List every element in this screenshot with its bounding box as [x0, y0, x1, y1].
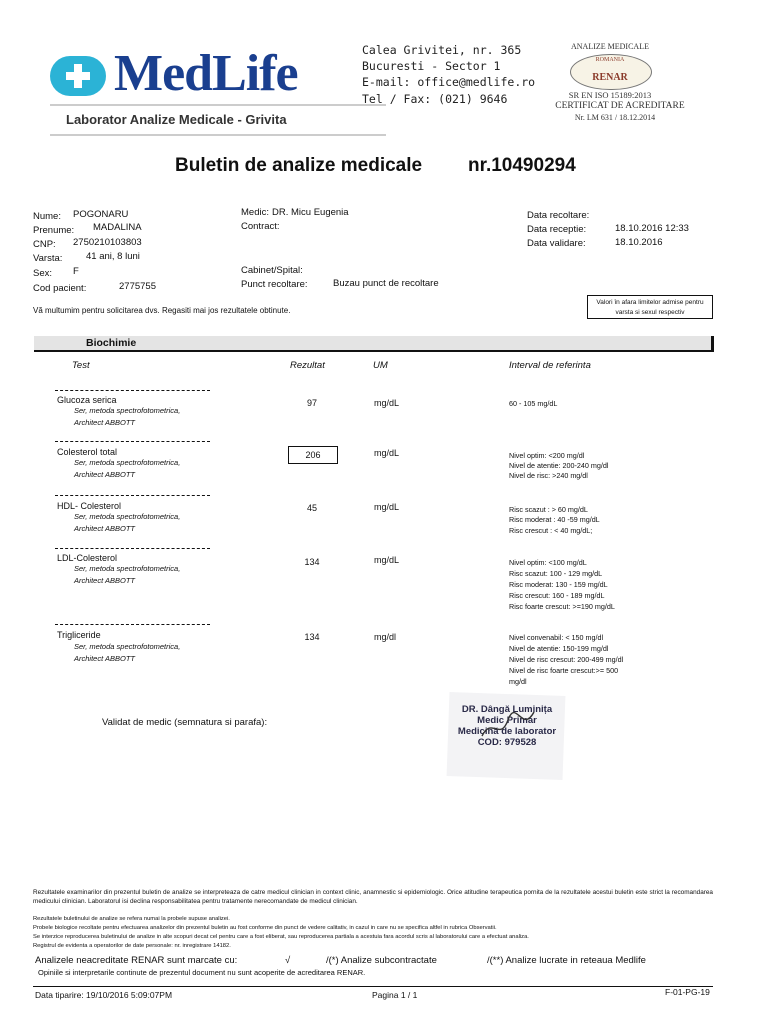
stamp-line: Medic Primar — [477, 715, 537, 726]
address-line: E-mail: office@medlife.ro — [362, 75, 536, 89]
sex-label: Sex: — [33, 268, 53, 279]
punct-label: Punct recoltare: — [241, 279, 308, 290]
cnp-label: CNP: — [33, 239, 56, 250]
address-line: Tel / Fax: (021) 9646 — [362, 92, 508, 106]
row-separator — [55, 624, 210, 625]
opinions-note: Opiniile si interpretarile continute de prezentul document nu sunt acoperite de acreditarea RENAR. — [38, 968, 366, 977]
cnp-value: 2750210103803 — [73, 237, 142, 248]
cod-value: 2775755 — [119, 281, 156, 292]
test-ref: Risc scazut: 100 - 129 mg/dL — [509, 569, 603, 578]
prenume-value: MADALINA — [93, 222, 142, 233]
test-ref: 60 - 105 mg/dL — [509, 399, 558, 408]
test-name: LDL-Colesterol — [57, 553, 118, 563]
cod-label: Cod pacient: — [33, 283, 87, 294]
network-note: /(**) Analize lucrate in reteaua Medlife — [487, 955, 646, 966]
renar-certificate: CERTIFICAT DE ACREDITARE — [555, 101, 685, 111]
renar-note: Analizele neacreditate RENAR sunt marcate cu: — [35, 955, 238, 966]
form-code: F-01-PG-19 — [665, 987, 710, 997]
test-method: Ser, metoda spectrofotometrica, — [74, 406, 181, 415]
row-separator — [55, 548, 210, 549]
varsta-value: 41 ani, 8 luni — [86, 251, 140, 262]
test-ref: Nivel convenabil: < 150 mg/dl — [509, 633, 604, 642]
data-receptie-label: Data receptie: — [527, 224, 587, 235]
test-method: Ser, metoda spectrofotometrica, — [74, 642, 181, 651]
test-name: Trigliceride — [57, 630, 101, 640]
disclaimer-line: Registrul de evidenta a operatorilor de date personale: nr. inregistrare 14182. — [33, 943, 231, 949]
print-date: Data tiparire: 19/10/2016 5:09:07PM — [35, 990, 173, 1000]
sex-value: F — [73, 266, 79, 277]
col-interval: Interval de referinta — [509, 360, 591, 371]
test-method: Ser, metoda spectrofotometrica, — [74, 512, 181, 521]
stamp-line: COD: 979528 — [477, 737, 537, 748]
test-method: Ser, metoda spectrofotometrica, — [74, 458, 181, 467]
address-line: Calea Grivitei, nr. 365 — [362, 43, 522, 57]
disclaimer-line: Rezultatele buletinului de analize se refera numai la probele supuse analizei. — [33, 916, 230, 922]
brand-logo: MedLife — [114, 45, 298, 102]
data-recoltare-label: Data recoltare: — [527, 210, 590, 221]
test-method: Architect ABBOTT — [74, 470, 135, 479]
stamp-line: Medicină de laborator — [457, 726, 557, 737]
contract-label: Contract: — [241, 221, 280, 232]
test-ref: Nivel optim: <100 mg/dL — [509, 558, 587, 567]
page-title: Buletin de analize medicale — [175, 155, 423, 176]
test-result-flagged: 206 — [288, 446, 338, 464]
test-method: Architect ABBOTT — [74, 418, 135, 427]
prenume-label: Prenume: — [33, 225, 75, 236]
test-method: Architect ABBOTT — [74, 524, 135, 533]
test-name: Glucoza serica — [57, 395, 117, 405]
out-of-range-note: Valori în afara limitelor admise pentru varsta si sexul respectiv — [587, 295, 713, 319]
medlife-cross-icon — [50, 56, 106, 96]
test-ref: Risc scazut : > 60 mg/dL — [509, 505, 588, 514]
data-validare-label: Data validare: — [527, 238, 586, 249]
disclaimer-line: Se interzice reproducerea buletinului de analize in alte scopuri decat cel pentru care a fost eliberat, sau reproducerea partiala a acestuia fara acordul scris al laboratorului care a efectuat analiza. — [33, 934, 529, 940]
test-method: Ser, metoda spectrofotometrica, — [74, 564, 181, 573]
nume-label: Nume: — [33, 211, 61, 222]
disclaimer-line: Probele biologice recoltate pentru efectuarea analizelor din prezentul buletin au fost conforme din punct de vedere calitativ, in cazul in care nu se specifica altfel in rubrica Observatii. — [33, 925, 497, 931]
test-name: Colesterol total — [57, 447, 118, 457]
test-ref: Nivel de atentie: 150-199 mg/dl — [509, 644, 609, 653]
renar-badge-bottom: RENAR — [592, 72, 628, 83]
test-um: mg/dL — [374, 398, 400, 408]
row-separator — [55, 441, 210, 442]
test-ref: Nivel de risc foarte crescut:>= 500 — [509, 666, 619, 675]
data-receptie-value: 18.10.2016 12:33 — [615, 223, 689, 234]
test-result: 97 — [306, 398, 317, 408]
thanks-text: Vă multumim pentru solicitarea dvs. Regasiti mai jos rezultatele obtinute. — [33, 306, 291, 315]
bulletin-number: nr.10490294 — [468, 155, 576, 176]
test-ref: Risc crescut : < 40 mg/dL; — [509, 526, 593, 535]
test-method: Architect ABBOTT — [74, 654, 135, 663]
page-number: Pagina 1 / 1 — [372, 990, 418, 1000]
row-separator — [55, 495, 210, 496]
col-rezultat: Rezultat — [290, 360, 325, 371]
renar-mark: √ — [285, 955, 291, 966]
test-ref: mg/dl — [509, 677, 527, 686]
renar-standard: SR EN ISO 15189:2013 — [568, 90, 652, 100]
subcontract-note: /(*) Analize subcontractate — [326, 955, 437, 966]
row-separator — [55, 390, 210, 391]
test-ref: Risc moderat: 130 - 159 mg/dL — [509, 580, 608, 589]
renar-number: Nr. LM 631 / 18.12.2014 — [574, 113, 656, 122]
renar-top: ANALIZE MEDICALE — [571, 42, 649, 51]
test-um: mg/dL — [374, 502, 400, 512]
signature-icon — [478, 706, 538, 746]
footer-divider — [33, 986, 713, 987]
test-ref: Risc foarte crescut: >=190 mg/dL — [509, 602, 615, 611]
test-ref: Risc crescut: 160 - 189 mg/dL — [509, 591, 605, 600]
medic-value: DR. Micu Eugenia — [272, 207, 349, 218]
cabinet-label: Cabinet/Spital: — [241, 265, 303, 276]
section-biochimie: Biochimie — [34, 336, 714, 352]
medic-label: Medic: — [241, 207, 269, 218]
test-ref: Nivel optim: <200 mg/dl — [509, 451, 585, 460]
test-ref: Risc moderat : 40 -59 mg/dL — [509, 515, 600, 524]
col-um: UM — [373, 360, 388, 371]
test-ref: Nivel de atentie: 200-240 mg/dl — [509, 461, 609, 470]
test-um: mg/dL — [374, 448, 400, 458]
test-result: 45 — [306, 503, 317, 513]
punct-value: Buzau punct de recoltare — [333, 278, 439, 289]
varsta-label: Varsta: — [33, 253, 63, 264]
test-um: mg/dL — [374, 555, 400, 565]
address-line: Bucuresti - Sector 1 — [362, 59, 501, 73]
data-validare-value: 18.10.2016 — [615, 237, 663, 248]
col-test: Test — [72, 360, 90, 371]
renar-badge-top: ROMANIA — [595, 57, 625, 63]
test-um: mg/dl — [374, 632, 397, 642]
test-ref: Nivel de risc: >240 mg/dl — [509, 471, 588, 480]
test-ref: Nivel de risc crescut: 200-499 mg/dl — [509, 655, 624, 664]
lab-name: Laborator Analize Medicale - Grivita — [50, 104, 386, 136]
test-name: HDL- Colesterol — [57, 501, 122, 511]
stamp-line: DR. Dângă Luminița — [461, 704, 553, 715]
disclaimer-paragraph: Rezultatele examinarilor din prezentul buletin de analize se interpreteaza de catre medicul clinician in context clinic, anamnestic si epidemiologic. Orice atitudine terapeutica pornita de la rezultatele acestui buletin este strict la recomandarea medicului clinician. Laboratorul isi declina responsabilitatea pentru tratamente nerecomandate de medicul clinician. — [33, 889, 713, 905]
test-result: 134 — [304, 557, 320, 567]
validation-label: Validat de medic (semnatura si parafa): — [102, 717, 268, 728]
nume-value: POGONARU — [73, 209, 129, 220]
test-result: 134 — [304, 632, 320, 642]
test-method: Architect ABBOTT — [74, 576, 135, 585]
